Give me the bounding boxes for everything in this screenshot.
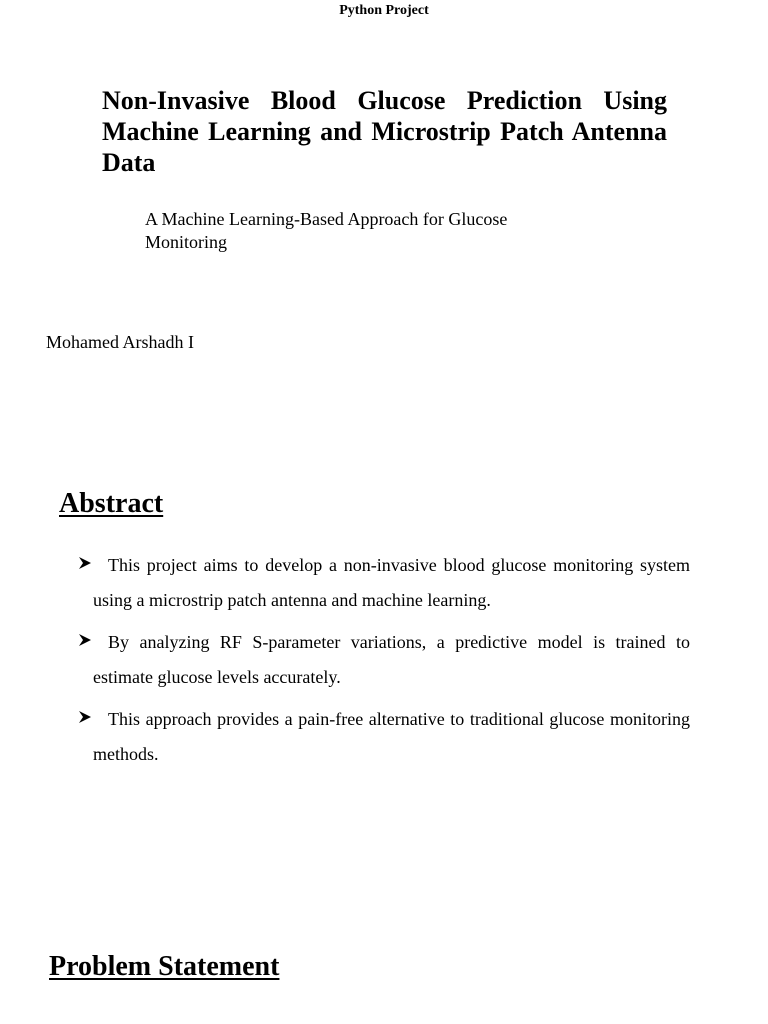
document-title: Non-Invasive Blood Glucose Prediction Using Machine Learning and Microstrip Patch Antenna Data [102, 86, 667, 177]
list-item [78, 702, 690, 772]
abstract-item-text: By analyzing RF S-parameter variations, a predictive model is trained to estimate glucose levels accurately. [93, 632, 690, 687]
abstract-bullet-list [78, 548, 690, 779]
document-subtitle: A Machine Learning-Based Approach for Glucose Monitoring [145, 209, 508, 252]
abstract-item-text: This project aims to develop a non-invasive blood glucose monitoring system using a microstrip patch antenna and machine learning. [93, 555, 690, 610]
abstract-heading: Abstract [59, 488, 164, 519]
list-item [78, 625, 690, 695]
arrowhead-bullet-icon [78, 633, 92, 647]
list-item [78, 548, 690, 618]
author-name: Mohamed Arshadh I [46, 332, 194, 352]
problem-statement-heading: Problem Statement [49, 951, 280, 982]
arrowhead-bullet-icon [78, 556, 92, 570]
arrowhead-bullet-icon [78, 710, 92, 724]
page-header: Python Project [339, 3, 429, 18]
abstract-item-text: This approach provides a pain-free alternative to traditional glucose monitoring methods. [93, 709, 690, 764]
